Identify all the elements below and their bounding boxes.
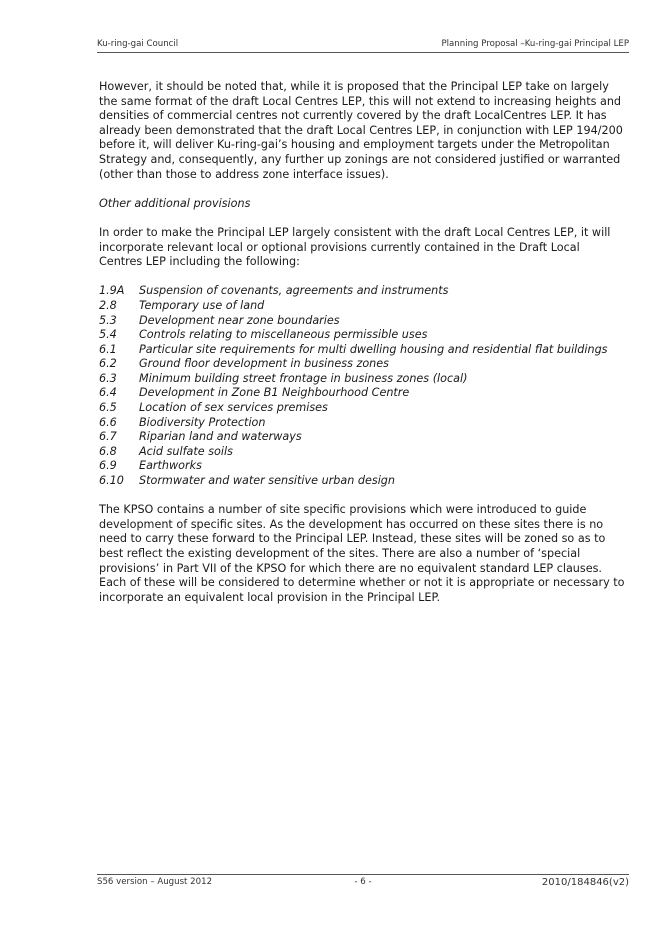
provision-item <box>99 401 625 416</box>
page-number: - 6 - <box>354 877 372 887</box>
provision-title: Controls relating to miscellaneous permissible uses <box>139 328 428 342</box>
page-header <box>97 39 629 51</box>
provisions-list <box>99 284 625 488</box>
header-divider <box>97 52 629 53</box>
provision-title: Suspension of covenants, agreements and instruments <box>139 284 449 298</box>
provision-number: 6.2 <box>99 357 117 371</box>
provision-item <box>99 474 625 489</box>
provision-item <box>99 372 625 387</box>
document-reference: 2010/184846(v2) <box>541 877 629 888</box>
footer-version: S56 version – August 2012 <box>97 877 213 887</box>
section-subheading: Other additional provisions <box>99 196 251 210</box>
paragraph-provisions-intro: In order to make the Principal LEP largely consistent with the draft Local Centres LEP, it will incorporate relevant local or optional provisions currently contained in the Draft Local Centres LEP including the following: <box>99 225 611 269</box>
provision-number: 6.7 <box>99 430 117 444</box>
provision-title: Earthworks <box>139 459 202 473</box>
footer-divider <box>97 874 629 875</box>
provision-number: 6.8 <box>99 444 117 458</box>
provision-item <box>99 314 625 329</box>
header-organisation: Ku-ring-gai Council <box>97 39 179 49</box>
provision-number: 5.4 <box>99 328 117 342</box>
provision-title: Location of sex services premises <box>139 401 328 415</box>
provision-number: 6.6 <box>99 415 117 429</box>
provision-title: Temporary use of land <box>139 298 265 312</box>
provision-number: 6.4 <box>99 386 117 400</box>
page-body <box>99 80 625 620</box>
page-footer <box>97 877 629 891</box>
provision-title: Ground floor development in business zones <box>139 357 389 371</box>
provision-title: Acid sulfate soils <box>139 444 233 458</box>
provision-title: Development in Zone B1 Neighbourhood Centre <box>139 386 410 400</box>
provision-item <box>99 459 625 474</box>
header-document-title: Planning Proposal –Ku-ring-gai Principal LEP <box>441 39 629 49</box>
provision-number: 6.9 <box>99 459 117 473</box>
provision-title: Minimum building street frontage in business zones (local) <box>139 371 468 385</box>
provision-item <box>99 445 625 460</box>
provision-title: Particular site requirements for multi dwelling housing and residential flat buildings <box>139 342 608 356</box>
provision-title: Biodiversity Protection <box>139 415 266 429</box>
provision-number: 6.5 <box>99 401 117 415</box>
provision-item <box>99 430 625 445</box>
provision-item <box>99 299 625 314</box>
provision-title: Riparian land and waterways <box>139 430 302 444</box>
paragraph-kpso-provisions: The KPSO contains a number of site specific provisions which were introduced to guide development of specific sites. As the development has occurred on these sites there is no need to carry these forward to the Principal LEP. Instead, these sites will be zoned so as to best reflect the existing development of the sites. There are also a number of ‘special provisions’ in Part VII of the KPSO for which there are no equivalent standard LEP clauses. Each of these will be considered to determine whether or not it is appropriate or necessary to incorporate an equivalent local provision in the Principal LEP. <box>99 503 625 604</box>
provision-number: 2.8 <box>99 298 117 312</box>
provision-item <box>99 416 625 431</box>
provision-number: 6.3 <box>99 371 117 385</box>
provision-number: 6.10 <box>99 474 124 488</box>
provision-title: Stormwater and water sensitive urban design <box>139 474 395 488</box>
provision-item <box>99 343 625 358</box>
provision-item <box>99 328 625 343</box>
provision-item <box>99 386 625 401</box>
provision-item <box>99 357 625 372</box>
provision-number: 5.3 <box>99 313 117 327</box>
provision-title: Development near zone boundaries <box>139 313 340 327</box>
provision-item <box>99 284 625 299</box>
provision-number: 6.1 <box>99 342 117 356</box>
paragraph-format-note: However, it should be noted that, while it is proposed that the Principal LEP take on largely the same format of the draft Local Centres LEP, this will not extend to increasing heights and densities of commercial centres not currently covered by the draft LocalCentres LEP. It has already been demonstrated that the draft Local Centres LEP, in conjunction with LEP 194/200 before it, will deliver Ku-ring-gai’s housing and employment targets under the Metropolitan Strategy and, consequently, any further up zonings are not considered justified or warranted (other than those to address zone interface issues). <box>99 80 623 181</box>
provision-number: 1.9A <box>99 284 125 298</box>
